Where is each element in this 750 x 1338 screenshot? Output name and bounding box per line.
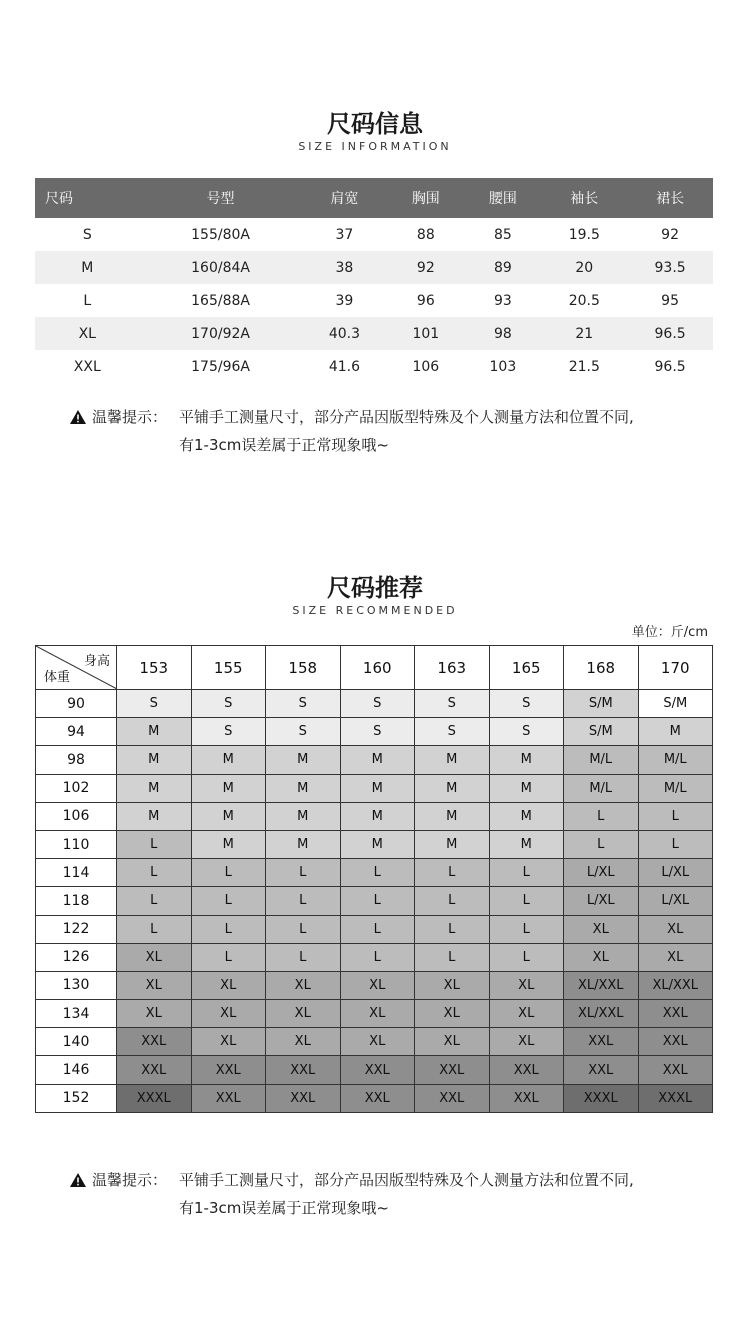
size-cell: M [340, 746, 415, 774]
size-cell: XXL [564, 1056, 639, 1084]
height-cell: 170 [638, 646, 713, 690]
size-cell: L [638, 802, 713, 830]
weight-row [36, 830, 713, 858]
weight-row [36, 1084, 713, 1112]
table-cell: 106 [412, 358, 440, 375]
size-cell: L [415, 943, 490, 971]
size-cell: L [117, 915, 192, 943]
header-size: 尺码 [35, 178, 140, 218]
weight-row [36, 943, 713, 971]
weight-row [36, 1000, 713, 1028]
header-waist: 腰围 [464, 178, 541, 218]
size-cell: XL [191, 1028, 266, 1056]
size-cell: XXL [266, 1084, 341, 1112]
size-cell: XXL [564, 1028, 639, 1056]
table-cell: 93 [493, 292, 512, 309]
size-cell: L [191, 943, 266, 971]
size-cell: S [489, 690, 564, 718]
table-cell: 39 [335, 292, 354, 309]
table-cell: 37 [335, 226, 354, 243]
size-cell: M [340, 830, 415, 858]
weight-cell: 134 [36, 1000, 117, 1028]
table-cell: 96 [416, 292, 435, 309]
size-cell: XXL [638, 1056, 713, 1084]
size-cell: L [564, 830, 639, 858]
size-cell: S [117, 690, 192, 718]
size-cell: L [266, 859, 341, 887]
size-cell: XXXL [564, 1084, 639, 1112]
table-cell: 165/88A [191, 292, 250, 309]
table-cell: 103 [489, 358, 517, 375]
weight-cell: 106 [36, 802, 117, 830]
size-cell: M [266, 830, 341, 858]
size-cell: L [266, 943, 341, 971]
size-cell: L [564, 802, 639, 830]
size-cell: XXL [117, 1056, 192, 1084]
weight-cell: 118 [36, 887, 117, 915]
table-cell: 40.3 [302, 317, 388, 350]
table-cell: 41.6 [328, 358, 360, 375]
size-cell: XL [117, 1000, 192, 1028]
size-cell: XL [489, 1028, 564, 1056]
weight-cell: 126 [36, 943, 117, 971]
notice-2 [70, 1166, 634, 1222]
table-cell: XL [35, 317, 140, 350]
size-cell: XL [638, 915, 713, 943]
size-cell: XL [564, 915, 639, 943]
size-cell: M [340, 802, 415, 830]
size-cell: M [266, 746, 341, 774]
size-cell: S [266, 690, 341, 718]
weight-row [36, 1028, 713, 1056]
size-cell: XL [489, 971, 564, 999]
table-cell: 92 [661, 226, 679, 243]
weight-cell: 152 [36, 1084, 117, 1112]
size-cell: L/XL [564, 887, 639, 915]
notice-line2: 有1-3cm误差属于正常现象哦~ [179, 1199, 389, 1217]
size-cell: XXXL [117, 1084, 192, 1112]
size-cell: XL [489, 1000, 564, 1028]
header-shoulder: 肩宽 [302, 178, 388, 218]
size-cell: XL [415, 1028, 490, 1056]
size-cell: XXL [340, 1084, 415, 1112]
height-cell: 153 [117, 646, 192, 690]
corner-cell [36, 646, 117, 690]
table-cell: XXL [73, 358, 101, 375]
notice-line1: 平铺手工测量尺寸，部分产品因版型特殊及个人测量方法和位置不同, [179, 408, 634, 426]
size-rec-subtitle: SIZE RECOMMENDED [292, 604, 458, 617]
size-cell: XXL [489, 1056, 564, 1084]
size-cell: M [117, 774, 192, 802]
table-cell: 38 [302, 251, 388, 284]
size-cell: XXXL [638, 1084, 713, 1112]
table-cell: 160/84A [140, 251, 302, 284]
size-cell: XXL [638, 1000, 713, 1028]
weight-row [36, 859, 713, 887]
weight-cell: 94 [36, 718, 117, 746]
size-cell: S [340, 718, 415, 746]
size-cell: M/L [564, 774, 639, 802]
weight-cell: 98 [36, 746, 117, 774]
size-cell: XL [266, 971, 341, 999]
size-cell: S [191, 718, 266, 746]
size-info-subtitle: SIZE INFORMATION [298, 140, 452, 153]
weight-cell: 110 [36, 830, 117, 858]
size-cell: L [340, 943, 415, 971]
size-cell: XXL [489, 1084, 564, 1112]
size-cell: M [415, 802, 490, 830]
height-header-row [36, 646, 713, 690]
height-cell: 165 [489, 646, 564, 690]
size-cell: M [489, 746, 564, 774]
size-cell: L [191, 859, 266, 887]
size-cell: XL/XXL [564, 1000, 639, 1028]
size-cell: XXL [638, 1028, 713, 1056]
size-cell: L [117, 887, 192, 915]
size-cell: M [489, 802, 564, 830]
weight-row [36, 1056, 713, 1084]
height-cell: 160 [340, 646, 415, 690]
weight-row [36, 774, 713, 802]
table-cell: 19.5 [568, 226, 600, 243]
size-cell: M [340, 774, 415, 802]
size-info-header-row [35, 178, 713, 218]
warning-icon [70, 410, 86, 424]
height-cell: 155 [191, 646, 266, 690]
size-cell: XL [564, 943, 639, 971]
size-cell: L [340, 915, 415, 943]
table-cell: 88 [416, 226, 435, 243]
size-cell: XXL [415, 1056, 490, 1084]
weight-cell: 102 [36, 774, 117, 802]
weight-cell: 140 [36, 1028, 117, 1056]
table-row [35, 317, 713, 350]
weight-cell: 122 [36, 915, 117, 943]
size-cell: L [415, 915, 490, 943]
size-cell: S [489, 718, 564, 746]
table-row [35, 350, 713, 383]
table-cell: 89 [464, 251, 541, 284]
size-cell: M [191, 774, 266, 802]
size-cell: L [415, 859, 490, 887]
size-cell: M [489, 830, 564, 858]
table-cell: 20.5 [568, 292, 600, 309]
table-cell: 96.5 [654, 358, 686, 375]
weight-row [36, 802, 713, 830]
header-sleeve: 袖长 [541, 178, 627, 218]
size-cell: M [415, 830, 490, 858]
size-cell: L [489, 915, 564, 943]
weight-row [36, 971, 713, 999]
size-cell: XXL [266, 1056, 341, 1084]
size-cell: S [340, 690, 415, 718]
weight-row [36, 718, 713, 746]
size-cell: S [266, 718, 341, 746]
notice-line1: 平铺手工测量尺寸，部分产品因版型特殊及个人测量方法和位置不同, [179, 1171, 634, 1189]
table-cell: 93.5 [627, 251, 713, 284]
size-cell: XXL [117, 1028, 192, 1056]
table-cell: 20 [541, 251, 627, 284]
size-cell: L [489, 943, 564, 971]
size-cell: XL/XXL [564, 971, 639, 999]
size-cell: XL [638, 943, 713, 971]
size-cell: M [117, 746, 192, 774]
table-cell: 95 [661, 292, 679, 309]
table-cell: 21 [541, 317, 627, 350]
table-cell: 92 [387, 251, 464, 284]
size-cell: M [191, 802, 266, 830]
size-cell: XXL [415, 1084, 490, 1112]
size-cell: XL [117, 971, 192, 999]
size-cell: M [117, 718, 192, 746]
corner-weight-label: 体重 [44, 670, 71, 685]
size-rec-title: 尺码推荐 [327, 574, 423, 602]
table-row [35, 251, 713, 284]
table-row [35, 218, 713, 251]
size-cell: L [191, 915, 266, 943]
size-cell: L [266, 887, 341, 915]
table-cell: 98 [464, 317, 541, 350]
notice-label: 温馨提示： [92, 1171, 168, 1189]
notice-label: 温馨提示： [92, 408, 168, 426]
header-length: 裙长 [627, 178, 713, 218]
size-rec-table [35, 645, 713, 1113]
height-cell: 168 [564, 646, 639, 690]
size-cell: L [638, 830, 713, 858]
table-cell: M [35, 251, 140, 284]
size-info-title: 尺码信息 [327, 110, 423, 138]
size-cell: XL [117, 943, 192, 971]
table-cell: 155/80A [191, 226, 250, 243]
warning-icon [70, 1173, 86, 1187]
size-cell: L [489, 859, 564, 887]
size-cell: L/XL [564, 859, 639, 887]
unit-label: 单位：斤/cm [631, 625, 708, 640]
size-cell: L [117, 830, 192, 858]
size-cell: XL [415, 1000, 490, 1028]
table-cell: 175/96A [191, 358, 250, 375]
size-cell: XL [415, 971, 490, 999]
size-info-table [35, 178, 713, 383]
table-cell: 85 [493, 226, 512, 243]
size-cell: S [415, 690, 490, 718]
size-cell: XL/XXL [638, 971, 713, 999]
table-cell: 170/92A [140, 317, 302, 350]
weight-row [36, 690, 713, 718]
size-cell: L [340, 887, 415, 915]
table-cell: 96.5 [627, 317, 713, 350]
size-cell: S/M [564, 690, 639, 718]
size-cell: M [266, 774, 341, 802]
size-cell: S [415, 718, 490, 746]
size-cell: M/L [638, 746, 713, 774]
size-cell: L [415, 887, 490, 915]
size-cell: M/L [564, 746, 639, 774]
size-cell: XXL [340, 1056, 415, 1084]
size-cell: L [266, 915, 341, 943]
weight-row [36, 887, 713, 915]
size-cell: S/M [638, 690, 713, 718]
table-cell: 101 [387, 317, 464, 350]
table-row [35, 284, 713, 317]
size-cell: M [191, 746, 266, 774]
weight-cell: 90 [36, 690, 117, 718]
size-cell: S [191, 690, 266, 718]
weight-cell: 114 [36, 859, 117, 887]
corner-height-label: 身高 [83, 654, 110, 669]
size-cell: M [266, 802, 341, 830]
height-cell: 163 [415, 646, 490, 690]
weight-row [36, 915, 713, 943]
size-cell: XL [340, 1028, 415, 1056]
table-cell: S [82, 226, 92, 243]
size-cell: XXL [191, 1056, 266, 1084]
size-cell: M [489, 774, 564, 802]
size-cell: XL [191, 1000, 266, 1028]
size-cell: L [340, 859, 415, 887]
size-cell: M [117, 802, 192, 830]
table-cell: L [83, 292, 92, 309]
size-cell: L/XL [638, 887, 713, 915]
weight-row [36, 746, 713, 774]
size-cell: S/M [564, 718, 639, 746]
size-cell: M [638, 718, 713, 746]
size-cell: XL [191, 971, 266, 999]
header-bust: 胸围 [387, 178, 464, 218]
weight-cell: 130 [36, 971, 117, 999]
header-model: 号型 [140, 178, 302, 218]
size-cell: XL [266, 1028, 341, 1056]
size-cell: L/XL [638, 859, 713, 887]
size-cell: XL [340, 1000, 415, 1028]
size-cell: M [415, 774, 490, 802]
size-cell: XXL [191, 1084, 266, 1112]
weight-cell: 146 [36, 1056, 117, 1084]
notice-line2: 有1-3cm误差属于正常现象哦~ [179, 436, 389, 454]
size-cell: XL [340, 971, 415, 999]
size-cell: M/L [638, 774, 713, 802]
size-cell: L [489, 887, 564, 915]
size-cell: L [191, 887, 266, 915]
size-cell: M [415, 746, 490, 774]
height-cell: 158 [266, 646, 341, 690]
notice-1 [70, 403, 634, 459]
size-cell: XL [266, 1000, 341, 1028]
table-cell: 21.5 [568, 358, 600, 375]
size-cell: M [191, 830, 266, 858]
size-cell: L [117, 859, 192, 887]
